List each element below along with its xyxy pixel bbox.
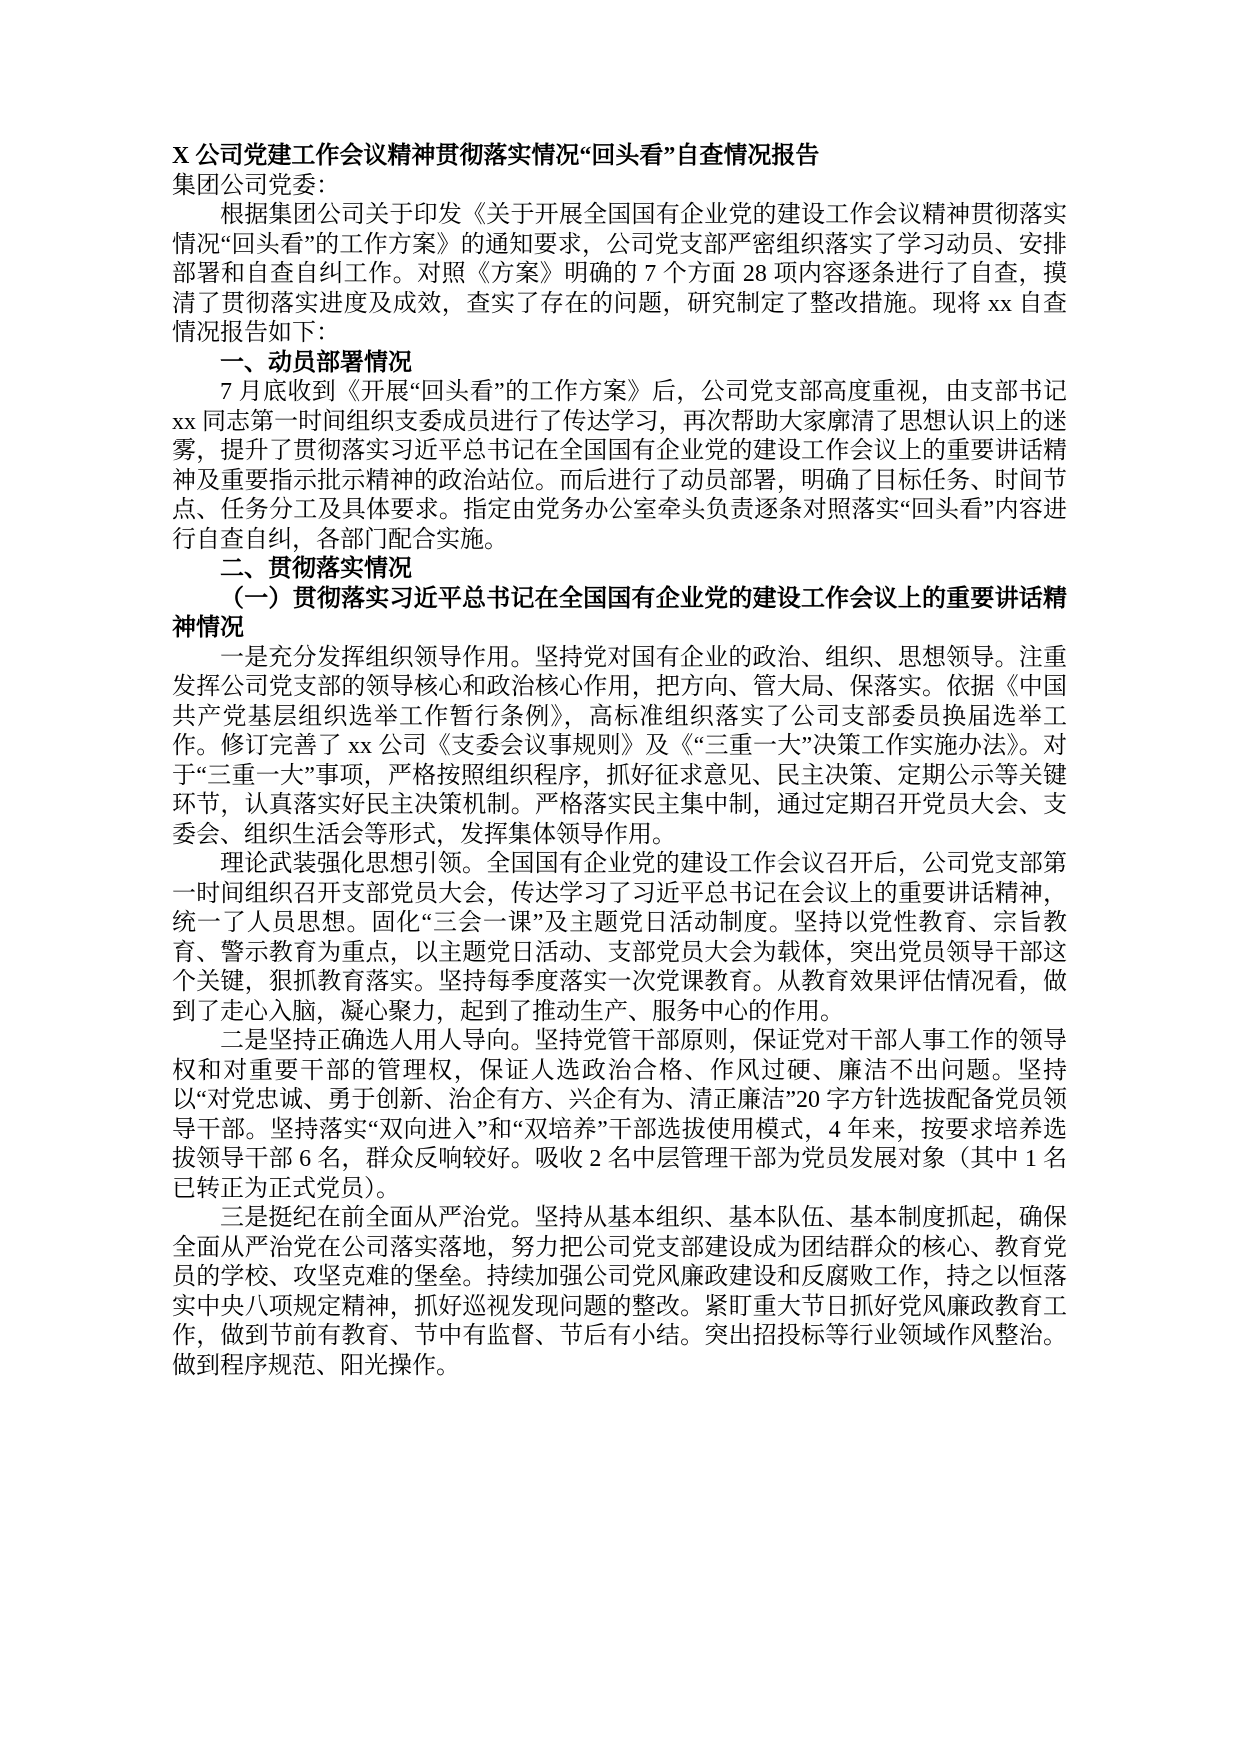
section-heading-2: 二、贯彻落实情况 — [220, 556, 412, 582]
paragraph-intro: 根据集团公司关于印发《关于开展全国国有企业党的建设工作会议精神贯彻落实情况“回头看”的工作方案》的通知要求，公司党支部严密组织落实了学习动员、安排部署和自查自纠工作。对照《方案》明确的 7 个方面 28 项内容逐条进行了自查，摸清了贯彻落实进度及成效，查实了存在的问题，研究制定了整改措施。现将 xx 自查情况报告如下： — [172, 202, 1067, 346]
paragraph-theory: 理论武装强化思想引领。全国国有企业党的建设工作会议召开后，公司党支部第一时间组织召开支部党员大会，传达学习了习近平总书记在会议上的重要讲话精神，统一了人员思想。固化“三会一课”及主题党日活动制度。坚持以党性教育、宗旨教育、警示教育为重点，以主题党日活动、支部党员大会为载体，突出党员领导干部这个关键，狠抓教育落实。坚持每季度落实一次党课教育。从教育效果评估情况看，做到了走心入脑，凝心聚力，起到了推动生产、服务中心的作用。 — [172, 851, 1067, 1025]
paragraph-second-point: 二是坚持正确选人用人导向。坚持党管干部原则，保证党对干部人事工作的领导权和对重要干部的管理权，保证人选政治合格、作风过硬、廉洁不出问题。坚持以“对党忠诚、勇于创新、治企有方、兴企有为、清正廉洁”20 字方针选拔配备党员领导干部。坚持落实“双向进入”和“双培养”干部选拔使用模式，4 年来，按要求培养选拔领导干部 6 名，群众反响较好。吸收 2 名中层管理干部为党员发展对象（其中 1 名已转正为正式党员）。 — [172, 1028, 1067, 1202]
paragraph-first-point: 一是充分发挥组织领导作用。坚持党对国有企业的政治、组织、思想领导。注重发挥公司党支部的领导核心和政治核心作用，把方向、管大局、保落实。依据《中国共产党基层组织选举工作暂行条例》，高标准组织落实了公司支部委员换届选举工作。修订完善了 xx 公司《支委会议事规则》及《“三重一大”决策工作实施办法》。对于“三重一大”事项，严格按照组织程序，抓好征求意见、民主决策、定期公示等关键环节，认真落实好民主决策机制。严格落实民主集中制，通过定期召开党员大会、支委会、组织生活会等形式，发挥集体领导作用。 — [172, 644, 1067, 848]
section-heading-2-1: （一）贯彻落实习近平总书记在全国国有企业党的建设工作会议上的重要讲话精神情况 — [172, 585, 1067, 641]
section-heading-1: 一、动员部署情况 — [220, 349, 412, 376]
salutation: 集团公司党委： — [172, 172, 340, 199]
paragraph-third-point: 三是挺纪在前全面从严治党。坚持从基本组织、基本队伍、基本制度抓起，确保全面从严治党在公司落实落地，努力把公司党支部建设成为团结群众的核心、教育党员的学校、攻坚克难的堡垒。持续加强公司党风廉政建设和反腐败工作，持之以恒落实中央八项规定精神，抓好巡视发现问题的整改。紧盯重大节日抓好党风廉政教育工作，做到节前有教育、节中有监督、节后有小结。突出招投标等行业领域作风整治。做到程序规范、阳光操作。 — [172, 1205, 1067, 1379]
document-title: X 公司党建工作会议精神贯彻落实情况“回头看”自查情况报告 — [172, 143, 820, 169]
paragraph-mobilization: 7 月底收到《开展“回头看”的工作方案》后，公司党支部高度重视，由支部书记 xx 同志第一时间组织支委成员进行了传达学习，再次帮助大家廓清了思想认识上的迷雾，提升了贯彻落实习近平总书记在全国国有企业党的建设工作会议上的重要讲话精神及重要指示批示精神的政治站位。而后进行了动员部署，明确了目标任务、时间节点、任务分工及具体要求。指定由党务办公室牵头负责逐条对照落实“回头看”内容进行自查自纠，各部门配合实施。 — [172, 379, 1067, 553]
